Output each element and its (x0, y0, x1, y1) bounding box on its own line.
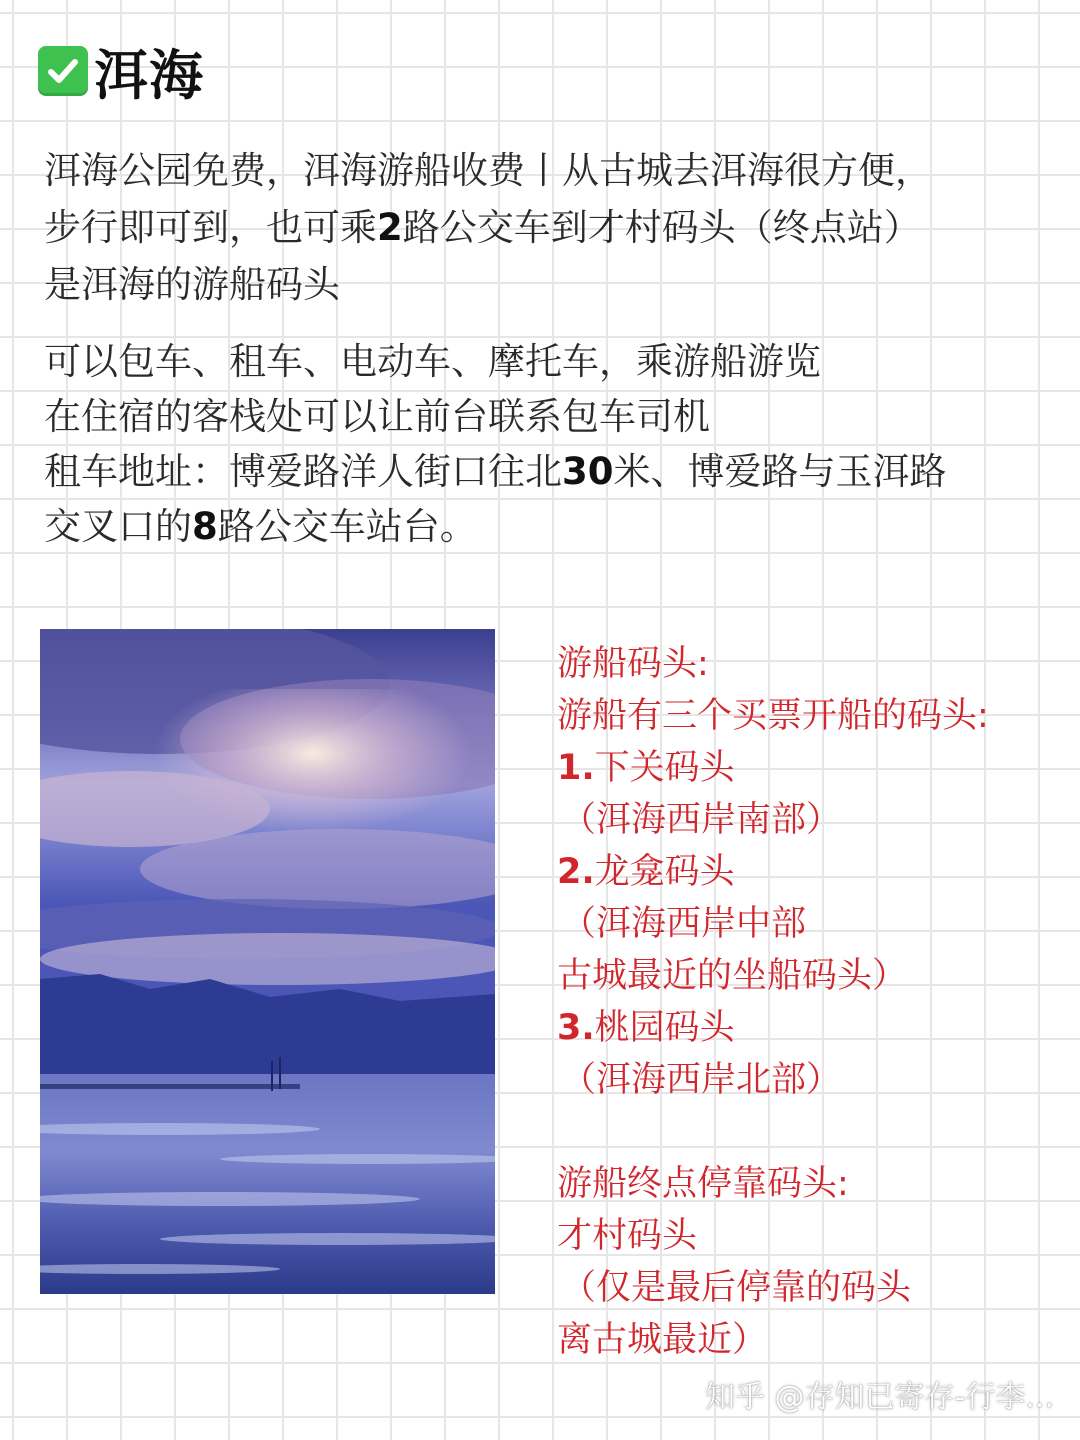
pier-note: （洱海西岸中部 (561, 904, 807, 944)
pier-name: 桃园码头 (594, 1008, 735, 1048)
pier-number: 3. (557, 1008, 595, 1048)
erhai-lake-photo (40, 629, 495, 1294)
pier-item (557, 1002, 1057, 1054)
pier-number: 2. (557, 852, 595, 892)
transport-text: 交叉口的 (44, 505, 192, 548)
transport-paragraph (44, 334, 1054, 554)
intro-text: 步行即可到，也可乘 (44, 206, 377, 249)
zhihu-watermark: 知乎 @存知已寄存-行李... (705, 1380, 1054, 1415)
intro-line: 是洱海的游船码头 (44, 263, 340, 306)
section-title (38, 36, 204, 106)
pier-subheading: 游船有三个买票开船的码头: (557, 696, 989, 736)
pier-item (557, 846, 1057, 898)
pier-heading: 游船码头: (557, 644, 709, 684)
pier-name: 龙龛码头 (594, 852, 735, 892)
pier-name: 下关码头 (594, 748, 735, 788)
transport-line: 可以包车、租车、电动车、摩托车，乘游船游览 (44, 340, 821, 383)
intro-text: 路公交车到才村码头（终点站） (402, 206, 921, 249)
intro-line (44, 199, 1054, 256)
distance-number: 30 (562, 450, 614, 493)
bus-route-number: 2 (377, 206, 403, 249)
terminal-note: （仅是最后停靠的码头 (561, 1268, 912, 1308)
pier-item (557, 742, 1057, 794)
pier-number: 1. (557, 748, 595, 788)
transport-text: 路公交车站台。 (217, 505, 477, 548)
spacer (557, 1106, 1057, 1158)
terminal-note: 离古城最近） (557, 1320, 768, 1360)
terminal-name: 才村码头 (557, 1216, 698, 1256)
bus-route-number: 8 (192, 505, 218, 548)
intro-line: 洱海公园免费，洱海游船收费丨从古城去洱海很方便， (44, 149, 932, 192)
pier-note: （洱海西岸南部） (561, 800, 842, 840)
title-text: 洱海 (94, 43, 204, 107)
transport-line (44, 444, 1054, 499)
pier-note: 古城最近的坐船码头） (557, 956, 908, 996)
pier-list (557, 638, 1057, 1366)
transport-line (44, 499, 1054, 554)
transport-line: 在住宿的客栈处可以让前台联系包车司机 (44, 395, 710, 438)
terminal-heading: 游船终点停靠码头: (557, 1164, 849, 1204)
check-mark-icon (38, 46, 88, 96)
intro-paragraph (44, 142, 1054, 313)
transport-text: 租车地址：博爱路洋人街口往北 (44, 450, 562, 493)
transport-text: 米、博爱路与玉洱路 (613, 450, 947, 493)
pier-note: （洱海西岸北部） (561, 1060, 842, 1100)
